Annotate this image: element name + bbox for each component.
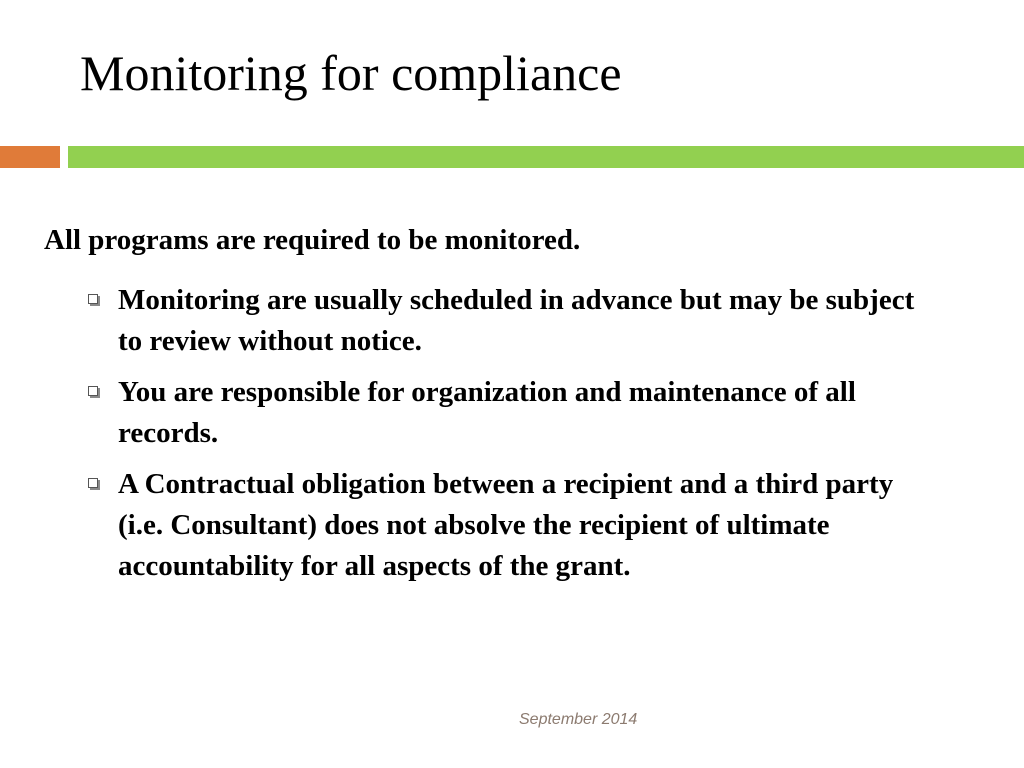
square-bullet-icon	[88, 478, 98, 488]
bullet-text: A Contractual obligation between a recipient and a third party (i.e. Consultant) does not absolve the recipient of ultimate accountability for all aspects of the grant.	[118, 468, 894, 582]
bullet-text: Monitoring are usually scheduled in advance but may be subject to review without notice.	[118, 284, 915, 357]
accent-bar-green	[68, 146, 1024, 168]
bullet-item	[84, 464, 924, 587]
square-bullet-icon	[88, 386, 98, 396]
bullet-list	[84, 280, 924, 597]
slide-title: Monitoring for compliance	[80, 45, 622, 101]
accent-bar-orange	[0, 146, 60, 168]
bullet-text: You are responsible for organization and maintenance of all records.	[118, 376, 856, 449]
bullet-item	[84, 372, 924, 454]
square-bullet-icon	[88, 294, 98, 304]
lead-statement: All programs are required to be monitored.	[44, 224, 581, 256]
footer-date: September 2014	[519, 711, 638, 728]
bullet-item	[84, 280, 924, 362]
